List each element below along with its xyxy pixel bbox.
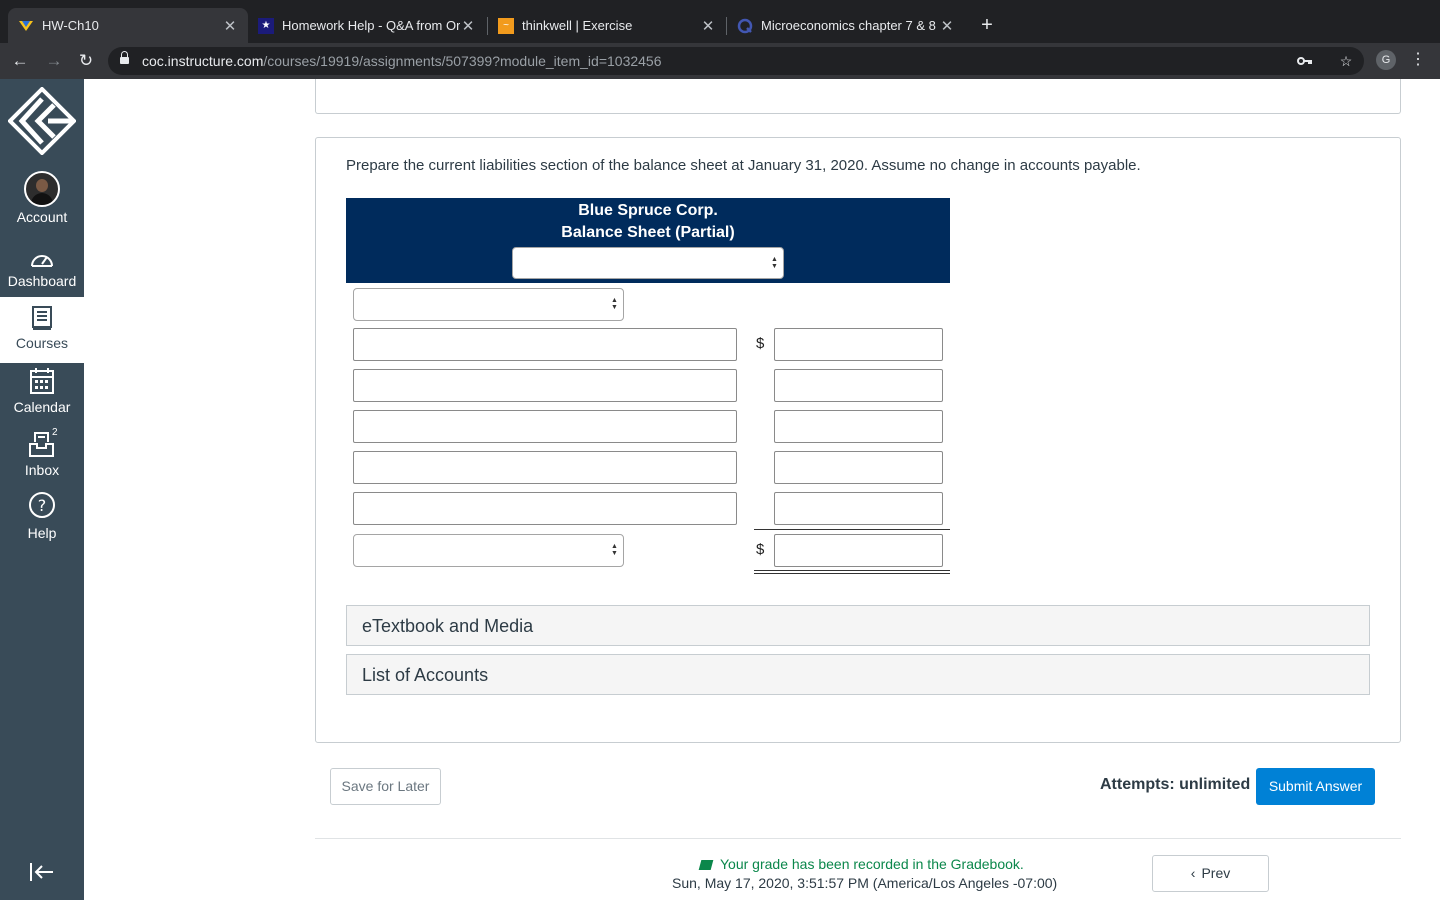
collapse-nav-icon[interactable] [28,861,56,889]
global-navigation [0,79,84,900]
nav-label: Courses [15,335,69,351]
close-tab-icon[interactable]: ✕ [461,17,475,35]
browser-tab-microeconomics[interactable] [727,8,965,43]
prev-button[interactable] [1152,855,1269,892]
total-label-select[interactable] [353,534,624,567]
calendar-icon [0,365,84,399]
grade-message-text: Your grade has been recorded in the Gradebook. [720,856,1024,872]
browser-tab-homework-help[interactable] [248,8,486,43]
quizlet-favicon-icon [737,18,753,34]
new-tab-icon[interactable]: + [981,14,993,36]
avatar [24,171,60,207]
nav-label: Dashboard [7,273,77,289]
footer-divider [315,838,1401,839]
tab-title: HW-Ch10 [42,18,99,33]
previous-question-panel [315,79,1401,114]
accordion-label: eTextbook and Media [362,616,534,636]
forward-arrow-icon[interactable]: → [45,51,63,70]
company-name: Blue Spruce Corp. [578,202,718,219]
grade-timestamp: Sun, May 17, 2020, 3:51:57 PM (America/Los Angeles -07:00) [672,875,1058,891]
select-arrows-icon: ▲ ▼ [611,543,618,557]
total-amount-input[interactable] [774,534,943,567]
inbox-badge: 2 [52,427,58,438]
account-input-4[interactable] [353,451,737,484]
browser-toolbar [0,43,1440,79]
total-double-rule-bottom [754,573,950,574]
browser-menu-icon[interactable]: ⋮ [1410,51,1426,68]
question-panel [315,137,1401,743]
nav-label: Help [27,525,57,541]
canvas-logo[interactable] [8,87,76,155]
nav-label: Inbox [24,462,60,478]
chevron-left-icon: ‹ [1190,865,1196,881]
amount-input-5[interactable] [774,492,943,525]
browser-tab-thinkwell[interactable] [488,8,726,43]
total-dollar-sign: $ [756,541,765,558]
total-double-rule-top [754,570,950,571]
attempts-text: Attempts: unlimited [1100,776,1251,793]
dashboard-icon [0,245,84,273]
subtotal-rule [754,529,950,530]
select-arrows-icon: ▲ ▼ [771,256,778,270]
select-arrows-icon: ▲ ▼ [611,297,618,311]
tab-title: Homework Help - Q&A from Or [282,18,460,33]
save-for-later-button[interactable]: Save for Later [330,768,441,805]
accordion-label: List of Accounts [362,665,489,685]
date-select[interactable] [512,247,784,279]
inbox-icon [0,428,84,462]
tab-title: thinkwell | Exercise [522,18,633,33]
nav-courses[interactable] [0,297,84,363]
tab-title: Microeconomics chapter 7 & 8 [761,18,936,33]
star-favicon-icon: ★ [258,18,274,34]
canvas-favicon-icon [18,18,34,34]
account-input-1[interactable] [353,328,737,361]
close-tab-icon[interactable]: ✕ [223,17,237,35]
back-arrow-icon[interactable]: ← [11,51,29,70]
account-input-3[interactable] [353,410,737,443]
prev-label: Prev [1201,865,1231,881]
nav-label: Calendar [13,399,71,415]
grade-recorded-message [700,856,1024,872]
address-bar[interactable] [108,47,1364,75]
nav-help[interactable] [0,491,84,553]
nav-inbox[interactable] [0,428,84,490]
amount-input-1[interactable] [774,328,943,361]
browser-tab-hw[interactable] [8,8,248,43]
nav-calendar[interactable] [0,365,84,427]
account-input-2[interactable] [353,369,737,402]
nav-label: Account [16,209,68,225]
question-prompt: Prepare the current liabilities section of the balance sheet at January 31, 2020. Assume no change in accounts payable. [346,157,1141,174]
gradebook-icon [699,860,714,870]
amount-input-3[interactable] [774,410,943,443]
close-tab-icon[interactable]: ✕ [701,17,715,35]
amount-input-2[interactable] [774,369,943,402]
bookmark-star-icon[interactable]: ☆ [1339,53,1353,69]
dollar-sign: $ [756,335,765,352]
nav-account[interactable] [0,171,84,233]
list-of-accounts-accordion[interactable] [346,654,1370,695]
help-icon [0,491,84,525]
balance-sheet-header [346,198,950,283]
profile-avatar[interactable]: G [1376,50,1396,70]
url-text [142,53,662,69]
statement-title: Balance Sheet (Partial) [561,224,735,241]
section-select[interactable] [353,288,624,321]
courses-icon [0,297,84,335]
etextbook-accordion[interactable] [346,605,1370,646]
svg-text:?: ? [37,496,47,515]
account-input-5[interactable] [353,492,737,525]
reload-icon[interactable]: ↻ [78,51,94,70]
thinkwell-favicon-icon: ~ [498,18,514,34]
url-path: /courses/19919/assignments/507399?module_item_id=1032456 [263,53,662,69]
lock-icon [120,55,129,65]
close-tab-icon[interactable]: ✕ [940,17,954,35]
key-icon[interactable] [1296,52,1314,70]
amount-input-4[interactable] [774,451,943,484]
submit-answer-button[interactable]: Submit Answer [1256,768,1375,805]
browser-tab-strip [0,0,1440,43]
url-host: coc.instructure.com [142,53,264,69]
